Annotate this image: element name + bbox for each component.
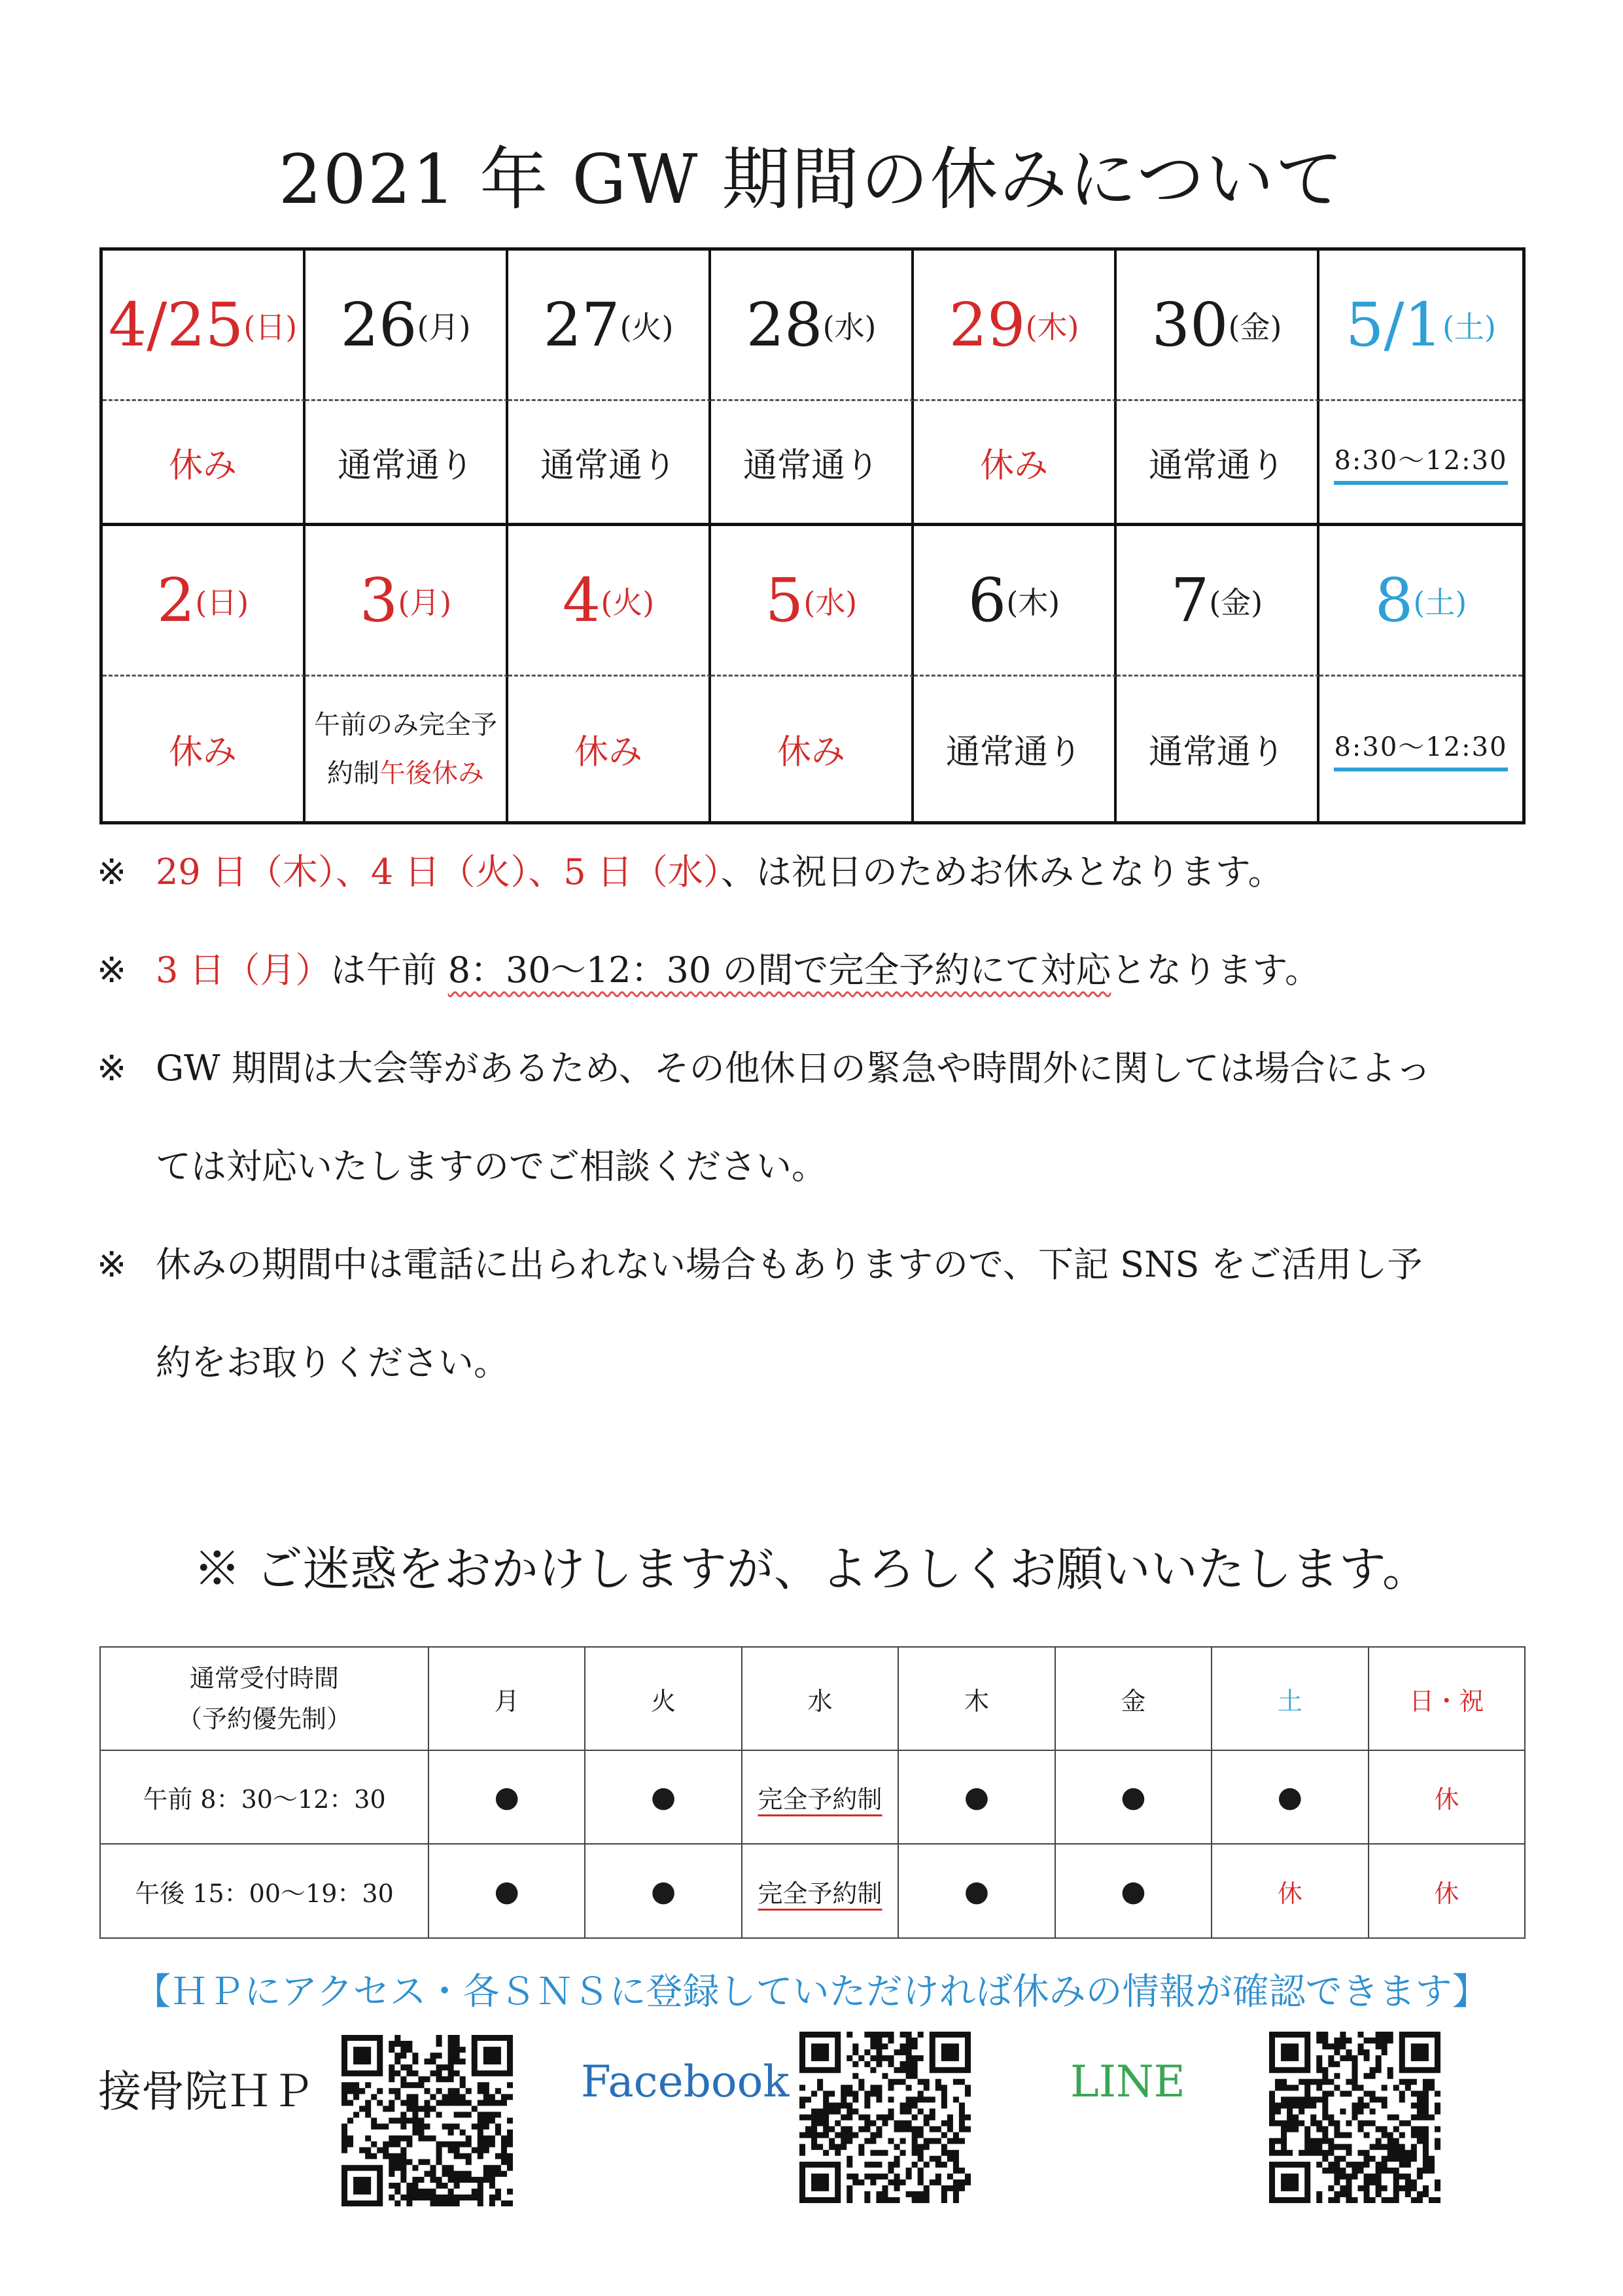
status-text: 通常通り: [1148, 446, 1285, 486]
date-number: 4: [562, 565, 601, 635]
hours-header-row: [100, 1647, 1525, 1750]
weekday: (金): [1228, 309, 1282, 345]
table-cell: ●: [898, 1750, 1055, 1844]
status-text: 通常通り: [1148, 733, 1285, 772]
note-may3: ※ 3 日（月）は午前 8：30〜12：30 の間で完全予約にて対応となります。: [97, 949, 1321, 991]
day-fri: 金: [1055, 1647, 1212, 1750]
weekday: (木): [1025, 309, 1079, 345]
note-holidays: ※ 29 日（木）、4 日（火）、5 日（水）、は祝日のためお休みとなります。: [97, 851, 1283, 892]
calendar-date: [508, 251, 711, 401]
line-label[interactable]: LINE: [1070, 2057, 1185, 2107]
table-cell: ●: [428, 1844, 585, 1938]
morning-label: 午前 8：30〜12：30: [100, 1750, 428, 1844]
table-cell: 完全予約制: [742, 1844, 898, 1938]
note-gw-tournament: ※ GW 期間は大会等があるため、その他休日の緊急や時間外に関しては場合によっ: [97, 1048, 1431, 1089]
calendar-date: [914, 526, 1117, 677]
date-number: 27: [543, 290, 620, 360]
table-cell: ●: [1212, 1750, 1368, 1844]
weekday: (木): [1006, 584, 1060, 620]
hours-header-label: 通常受付時間 （予約優先制）: [100, 1647, 428, 1750]
calendar-date: [508, 526, 711, 677]
calendar-date: [305, 251, 508, 401]
hours-row-morning: [100, 1750, 1525, 1844]
status-text: 通常通り: [945, 733, 1082, 772]
calendar-status: [1319, 401, 1522, 526]
calendar-status: [103, 401, 305, 526]
status-text: 通常通り: [540, 446, 676, 486]
table-cell: 休: [1212, 1844, 1368, 1938]
weekday: (水): [803, 584, 858, 620]
note-holidays-dates: 29 日（木）、4 日（火）、5 日（水）: [156, 851, 721, 892]
day-sun-holiday: 日・祝: [1369, 1647, 1525, 1750]
weekday: (金): [1209, 584, 1263, 620]
note-gw-tournament-cont: ては対応いたしますのでご相談ください。: [156, 1146, 827, 1187]
page-title: 2021 年 GW 期間の休みについて: [278, 139, 1345, 219]
status-text: 休み: [777, 733, 845, 772]
weekday: (土): [1413, 584, 1467, 620]
status-text: 休み: [574, 733, 642, 772]
calendar-status: [508, 677, 711, 821]
calendar-status: [711, 677, 914, 821]
status-hours: 8:30〜12:30: [1334, 440, 1507, 485]
status-text: 休み: [168, 733, 237, 772]
day-wed: 水: [742, 1647, 898, 1750]
calendar-date: [305, 526, 508, 677]
hours-row-afternoon: [100, 1844, 1525, 1938]
day-sat: 土: [1212, 1647, 1368, 1750]
table-cell: ●: [1055, 1750, 1212, 1844]
closing-message: ※ ご迷惑をおかけしますが、よろしくお願いいたします。: [193, 1542, 1430, 1597]
calendar-status: [1117, 677, 1319, 821]
calendar-status: [103, 677, 305, 821]
status-text: 通常通り: [742, 446, 879, 486]
date-number: 26: [340, 290, 417, 360]
hours-table: [99, 1646, 1526, 1939]
calendar-date: [914, 251, 1117, 401]
facebook-label[interactable]: Facebook: [581, 2057, 790, 2107]
calendar-status: [914, 677, 1117, 821]
calendar-status: [305, 677, 508, 821]
day-thu: 木: [898, 1647, 1055, 1750]
date-number: 2: [156, 565, 196, 635]
calendar-date: [103, 526, 305, 677]
day-tue: 火: [585, 1647, 741, 1750]
status-line: 午前のみ: [314, 709, 419, 740]
calendar-status: [914, 401, 1117, 526]
status-text: 休み: [979, 446, 1048, 486]
gw-calendar: [99, 247, 1526, 824]
note-phone: ※ 休みの期間中は電話に出られない場合もありますので、下記 SNS をご活用し予: [97, 1244, 1423, 1285]
weekday: (日): [243, 309, 298, 345]
status-line: 午後休み: [379, 758, 484, 788]
hp-label: 接骨院ＨＰ: [98, 2066, 314, 2117]
status-hours: 8:30〜12:30: [1334, 726, 1507, 771]
date-number: 4/25: [108, 290, 244, 360]
sns-info: 【ＨＰにアクセス・各ＳＮＳに登録していただければ休みの情報が確認できます】: [134, 1971, 1489, 2013]
table-cell: ●: [585, 1750, 741, 1844]
date-number: 3: [359, 565, 398, 635]
calendar-date: [103, 251, 305, 401]
table-cell: ●: [1055, 1844, 1212, 1938]
calendar-date: [1319, 251, 1522, 401]
table-cell: ●: [898, 1844, 1055, 1938]
weekday: (火): [601, 584, 655, 620]
date-number: 5/1: [1346, 290, 1443, 360]
weekday: (水): [822, 309, 877, 345]
weekday: (火): [620, 309, 674, 345]
weekday: (月): [417, 309, 471, 345]
calendar-date: [1117, 251, 1319, 401]
afternoon-label: 午後 15：00〜19：30: [100, 1844, 428, 1938]
status-text: 通常通り: [337, 446, 474, 486]
table-cell: 休: [1369, 1750, 1525, 1844]
status-text: 休み: [168, 446, 237, 486]
line-qr-code[interactable]: [1269, 2032, 1440, 2203]
calendar-status: [1319, 677, 1522, 821]
table-cell: 完全予約制: [742, 1750, 898, 1844]
calendar-date: [1319, 526, 1522, 677]
calendar-status: [711, 401, 914, 526]
status-line: 完全予約制: [327, 709, 497, 788]
date-number: 7: [1170, 565, 1210, 635]
date-number: 6: [968, 565, 1007, 635]
weekday: (土): [1442, 309, 1496, 345]
calendar-date: [711, 526, 914, 677]
calendar-date: [1117, 526, 1319, 677]
weekday: (月): [398, 584, 452, 620]
weekday: (日): [195, 584, 249, 620]
calendar-status: [1117, 401, 1319, 526]
calendar-date: [711, 251, 914, 401]
calendar-status: [508, 401, 711, 526]
note-phone-cont: 約をお取りください。: [156, 1342, 509, 1383]
date-number: 8: [1374, 565, 1414, 635]
date-number: 5: [765, 565, 804, 635]
table-cell: 休: [1369, 1844, 1525, 1938]
date-number: 29: [949, 290, 1026, 360]
hp-qr-code[interactable]: [341, 2035, 513, 2206]
day-mon: 月: [428, 1647, 585, 1750]
date-number: 30: [1151, 290, 1229, 360]
facebook-qr-code[interactable]: [799, 2032, 971, 2203]
calendar-status: [305, 401, 508, 526]
table-cell: ●: [428, 1750, 585, 1844]
table-cell: ●: [585, 1844, 741, 1938]
date-number: 28: [746, 290, 823, 360]
